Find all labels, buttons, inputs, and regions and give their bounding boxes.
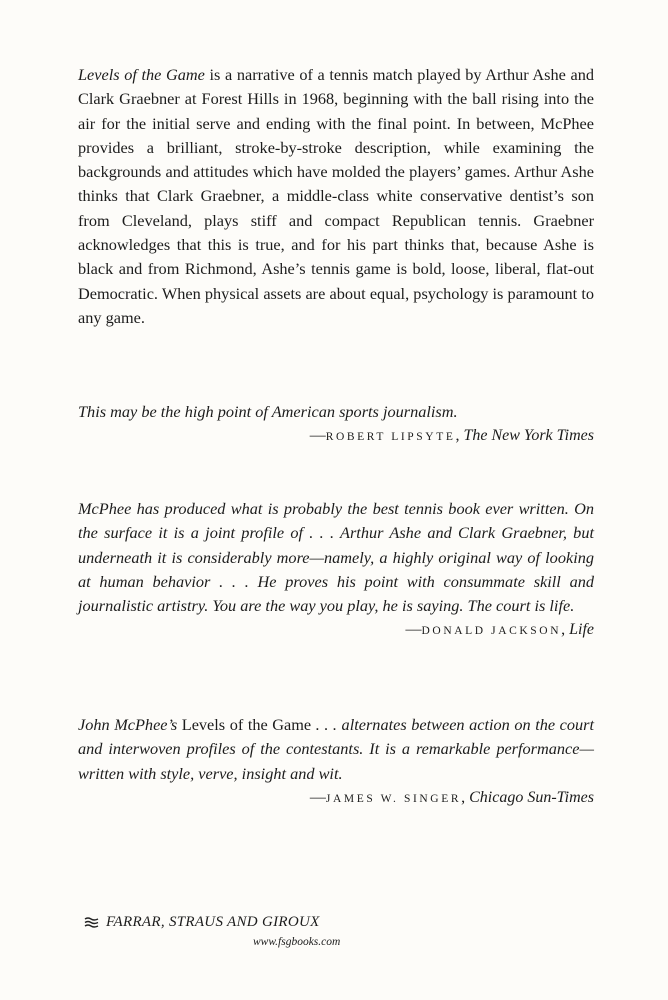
quote-publication: Chicago Sun-Times — [469, 788, 594, 806]
description-text: is a narrative of a tennis match played by Arthur Ashe and Clark Graebner at Forest Hills in 1968, beginning with the ball rising into the air for the initial serve and ending with the final point. In between, McPhee provides a brilliant, stroke-by-stroke description, while examining the backgrounds and attitudes which have molded the players’ games. Arthur Ashe thinks that Clark Graebner, a middle-class white conservative dentist’s son from Cleveland, plays stiff and compact Republican tennis. Graebner acknowledges that this is true, and for his part thinks that, because Ashe is black and from Richmond, Ashe’s tennis game is bold, loose, liberal, flat-out Democratic. When physical assets are about equal, psychology is paramount to any game. — [78, 65, 595, 327]
quote-publication: Life — [569, 621, 594, 639]
quote-text: McPhee has produced what is probably the best tennis book ever written. On the surface it is a joint profile of . . . Arthur Ashe and Clark Graebner, but underneath it is considerably more—namely, a highly original way of looking at human behavior . . . He proves his point with consummate skill and journalistic artistry. You are the way you play, he is saying. The court is life. — [78, 499, 594, 616]
quote-attribution: —DONALD JACKSON, Life — [405, 621, 594, 639]
quote-author: DONALD JACKSON — [421, 625, 562, 638]
quote-author: ROBERT LIPSYTE — [325, 431, 456, 444]
quote-publication: The New York Times — [463, 427, 594, 445]
quote-attribution: —JAMES W. SINGER, Chicago Sun-Times — [309, 788, 594, 806]
publisher-name: FARRAR, STRAUS AND GIROUX — [106, 914, 320, 930]
book-description — [78, 63, 594, 330]
book-title: Levels of the Game — [181, 715, 312, 734]
publisher-imprint — [84, 914, 320, 931]
quote-author: JAMES W. SINGER — [325, 792, 462, 805]
quote-text: This may be the high point of American sports journalism. — [78, 402, 458, 421]
quote-text: John McPhee’s Levels of the Game . . . alternates between action on the court and interwoven profiles of the contestants. It is a remarkable performance—written with style, verve, insight and wit. — [78, 715, 595, 783]
review-quote-singer — [78, 713, 594, 811]
review-quote-jackson — [78, 497, 594, 643]
quote-attribution: —ROBERT LIPSYTE, The New York Times — [309, 427, 594, 445]
review-quote-lipsyte — [78, 400, 594, 449]
book-title: Levels of the Game — [78, 65, 205, 84]
fsg-fish-logo-icon — [84, 917, 99, 928]
publisher-website: www.fsgbooks.com — [253, 936, 341, 948]
